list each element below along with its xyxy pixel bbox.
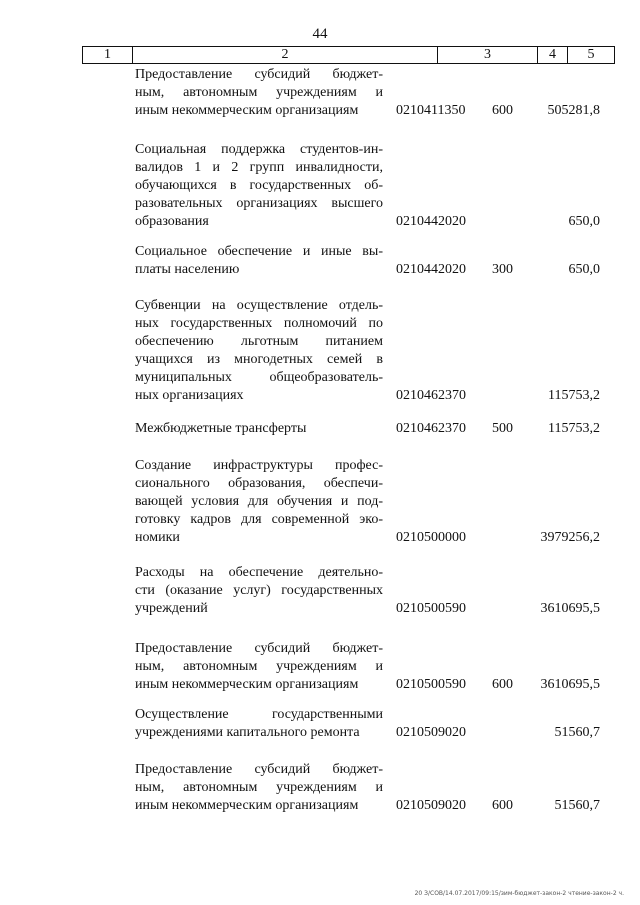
row-description [135,297,383,405]
row-amount: 3610695,5 [540,601,600,616]
row-description [135,457,383,547]
row-code: 0210509020 [396,725,466,740]
row-amount: 115753,2 [548,421,600,436]
description-line: Расходы на обеспечение деятельно- [135,565,383,580]
row-code: 0210442020 [396,214,466,229]
table-row [0,564,640,618]
row-expense-kind: 600 [492,798,513,813]
row-amount: 3610695,5 [540,677,600,692]
table-row [0,706,640,742]
row-amount: 650,0 [568,262,600,277]
row-amount: 650,0 [568,214,600,229]
row-description [135,66,383,120]
table-row [0,457,640,547]
header-col-1: 1 [83,47,133,63]
description-line: учреждениями капитального ремонта [135,725,360,740]
row-code: 0210442020 [396,262,466,277]
description-line: номики [135,530,180,545]
row-code: 0210500590 [396,677,466,692]
row-code: 0210462370 [396,388,466,403]
row-amount: 3979256,2 [540,530,600,545]
header-col-3: 3 [438,47,538,63]
description-line: Предоставление субсидий бюджет- [135,641,383,656]
row-expense-kind: 600 [492,677,513,692]
row-expense-kind: 300 [492,262,513,277]
description-line: ным, автономным учреждениям и [135,659,383,674]
description-line: сионального образования, обеспечи- [135,476,383,491]
header-col-2: 2 [133,47,438,63]
row-description [135,420,383,438]
description-line: муниципальных общеобразователь- [135,370,383,385]
description-line: Социальное обеспечение и иные вы- [135,244,383,259]
description-line: Осуществление государственными [135,707,383,722]
description-line: иным некоммерческим организациям [135,798,359,813]
description-line: Социальная поддержка студентов-ин- [135,142,383,157]
page-number: 44 [312,26,328,42]
description-line: ным, автономным учреждениям и [135,85,383,100]
row-code: 0210500590 [396,601,466,616]
description-line: ным, автономным учреждениям и [135,780,383,795]
description-line: образования [135,214,209,229]
row-description [135,141,383,231]
row-description [135,564,383,618]
description-line: иным некоммерческим организациям [135,677,359,692]
table-row [0,297,640,405]
row-amount: 505281,8 [547,103,600,118]
row-expense-kind: 500 [492,421,513,436]
row-code: 0210509020 [396,798,466,813]
description-line: валидов 1 и 2 групп инвалидности, [135,160,383,175]
description-line: обеспечению льготным питанием [135,334,383,349]
table-header [82,46,615,64]
description-line: учащихся из многодетных семей в [135,352,383,367]
table-row [0,141,640,231]
table-row [0,420,640,438]
row-code: 0210500000 [396,530,466,545]
description-line: Создание инфраструктуры профес- [135,458,383,473]
description-line: обучающихся в государственных об- [135,178,383,193]
description-line: вающей условия для обучения и под- [135,494,383,509]
description-line: сти (оказание услуг) государственных [135,583,383,598]
row-amount: 115753,2 [548,388,600,403]
table-row [0,640,640,694]
description-line: Межбюджетные трансферты [135,421,307,436]
description-line: Субвенции на осуществление отдель- [135,298,383,313]
header-col-4: 4 [538,47,568,63]
row-description [135,761,383,815]
description-line: Предоставление субсидий бюджет- [135,762,383,777]
document-footer-stamp: 20 З/СОВ/14.07.2017/09:15/зим-бюджет-закон-2 чтение-закон-2 ч. [414,890,624,897]
table-row [0,243,640,279]
table-row [0,66,640,120]
description-line: готовку кадров для современной эко- [135,512,383,527]
description-line: разовательных организациях высшего [135,196,383,211]
row-description [135,640,383,694]
row-expense-kind: 600 [492,103,513,118]
row-code: 0210462370 [396,421,466,436]
description-line: иным некоммерческим организациям [135,103,359,118]
row-description [135,706,383,742]
header-col-5: 5 [587,47,595,62]
row-amount: 51560,7 [554,725,600,740]
description-line: учреждений [135,601,208,616]
table-row [0,761,640,815]
description-line: платы населению [135,262,240,277]
description-line: ных государственных полномочий по [135,316,383,331]
row-amount: 51560,7 [554,798,600,813]
description-line: ных организациях [135,388,244,403]
row-code: 0210411350 [396,103,466,118]
row-description [135,243,383,279]
description-line: Предоставление субсидий бюджет- [135,67,383,82]
